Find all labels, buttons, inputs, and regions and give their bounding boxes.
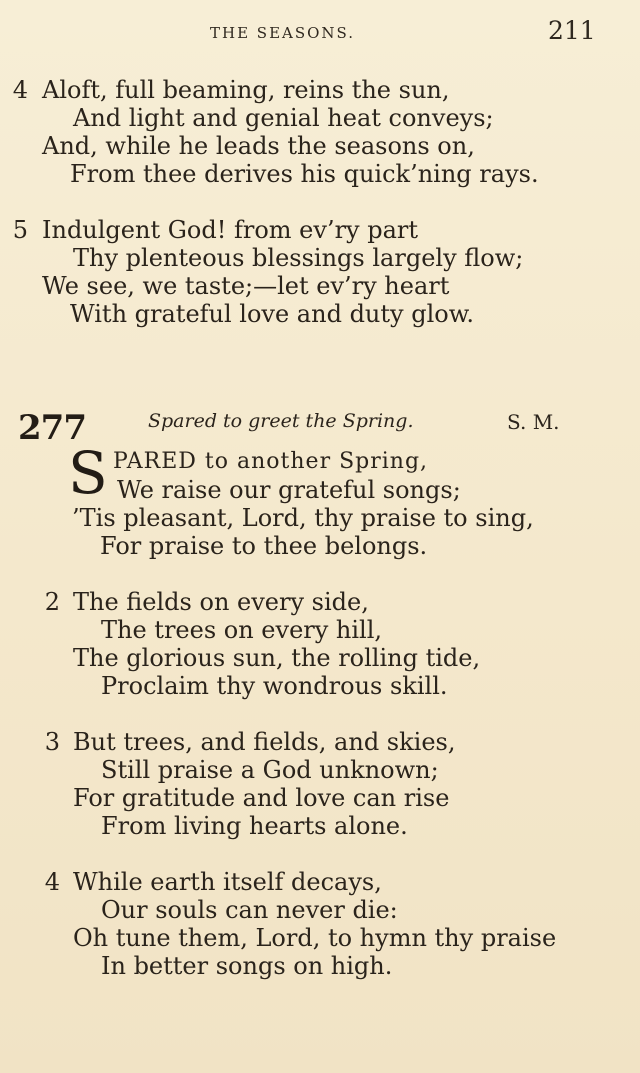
stanza-line	[0, 504, 640, 532]
stanza-line-text: While earth itself decays,	[73, 868, 382, 896]
hymn-number: 277	[18, 408, 86, 448]
stanza-line-text: For gratitude and love can rise	[73, 784, 450, 812]
stanza-line	[0, 476, 640, 504]
stanza-line-text: Our souls can never die:	[101, 896, 398, 924]
stanza-number: 4	[44, 868, 60, 896]
stanza-line-text: Proclaim thy wondrous skill.	[101, 672, 448, 700]
stanza-line-text: Oh tune them, Lord, to hymn thy praise	[73, 924, 557, 952]
stanza-line	[0, 896, 640, 924]
stanza-line-text: ’Tis pleasant, Lord, thy praise to sing,	[72, 504, 534, 532]
stanza-line	[0, 952, 640, 980]
hymn-title: Spared to greet the Spring.	[148, 410, 414, 432]
page-number: 211	[548, 16, 596, 45]
stanza-line	[0, 924, 640, 952]
stanza-line	[0, 244, 640, 272]
stanza-line	[0, 532, 640, 560]
stanza-line	[0, 812, 640, 840]
stanza-line	[0, 616, 640, 644]
stanza-line	[0, 132, 640, 160]
stanza-line-text: From thee derives his quick’ning rays.	[70, 160, 539, 188]
stanza-line-text: In better songs on high.	[101, 952, 393, 980]
stanza-line	[0, 672, 640, 700]
stanza-line-text: Indulgent God! from ev’ry part	[42, 216, 419, 244]
stanza-line-text: But trees, and fields, and skies,	[73, 728, 456, 756]
stanza-line	[0, 448, 640, 476]
stanza-line-text: And, while he leads the seasons on,	[42, 132, 475, 160]
stanza-line-text: The fields on every side,	[73, 588, 369, 616]
hymn-meter: S. M.	[507, 410, 560, 434]
stanza-line-text: We see, we taste;—let ev’ry heart	[42, 272, 450, 300]
stanza-line-text: Aloft, full beaming, reins the sun,	[42, 76, 450, 104]
stanza-line-text: Still praise a God unknown;	[101, 756, 439, 784]
stanza-line	[0, 272, 640, 300]
stanza-line-text: We raise our grateful songs;	[117, 476, 461, 504]
stanza-line-text: For praise to thee belongs.	[100, 532, 428, 560]
stanza-number: 4	[12, 76, 28, 104]
stanza-line	[0, 588, 640, 616]
stanza-line	[0, 868, 640, 896]
stanza-number: 3	[44, 728, 60, 756]
stanza-line	[0, 216, 640, 244]
stanza-line	[0, 784, 640, 812]
stanza-line	[0, 76, 640, 104]
stanza-line	[0, 104, 640, 132]
stanza-line-text: From living hearts alone.	[101, 812, 408, 840]
stanza-line	[0, 300, 640, 328]
stanza-line	[0, 644, 640, 672]
stanza-line	[0, 160, 640, 188]
stanza-line-text: And light and genial heat conveys;	[73, 104, 494, 132]
running-head: THE SEASONS.	[210, 24, 356, 42]
first-line-rest: PARED to another Spring,	[113, 449, 429, 474]
stanza-number: 5	[12, 216, 28, 244]
stanza-line-text: With grateful love and duty glow.	[70, 300, 475, 328]
stanza-line	[0, 728, 640, 756]
stanza-number: 2	[44, 588, 60, 616]
stanza-line	[0, 756, 640, 784]
stanza-line-text: The glorious sun, the rolling tide,	[73, 644, 481, 672]
stanza-line-text: The trees on every hill,	[101, 616, 383, 644]
drop-cap: S	[68, 439, 108, 507]
stanza-line-text: Thy plenteous blessings largely flow;	[73, 244, 524, 272]
